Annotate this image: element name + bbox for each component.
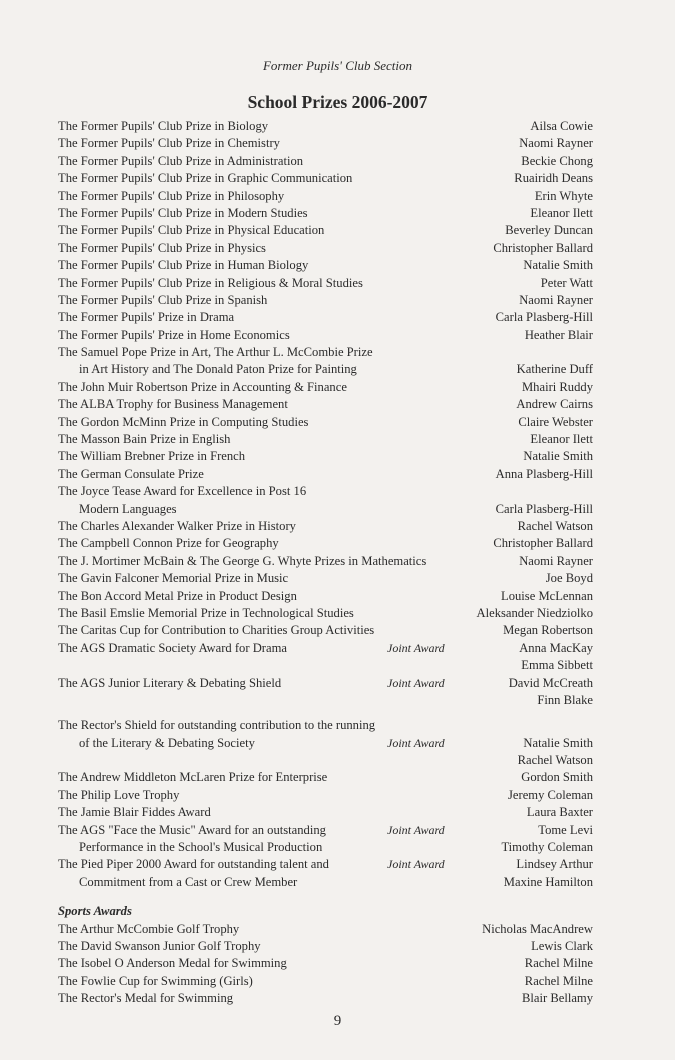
prize-name: The Former Pupils' Club Prize in Physical Education: [58, 223, 325, 238]
prize-name: The Samuel Pope Prize in Art, The Arthur L. McCombie Prize: [58, 345, 373, 360]
prize-row: [58, 657, 593, 674]
prize-row: [58, 188, 593, 205]
winner-name: Emma Sibbett: [521, 658, 593, 673]
prize-name: in Art History and The Donald Paton Prize for Painting: [79, 362, 357, 377]
winner-name: Erin Whyte: [534, 188, 593, 203]
prize-row: [58, 135, 593, 152]
prize-name: The Former Pupils' Club Prize in Philosophy: [58, 188, 285, 203]
prize-row: [58, 752, 593, 769]
prize-row: [58, 396, 593, 413]
prize-name: The Joyce Tease Award for Excellence in Post 16: [58, 484, 307, 499]
winner-name: Nicholas MacAndrew: [482, 921, 593, 936]
prize-name: The Gavin Falconer Memorial Prize in Music: [58, 571, 289, 586]
prize-row: [58, 222, 593, 239]
prize-row: [58, 675, 593, 692]
winner-name: Anna Plasberg-Hill: [495, 466, 593, 481]
winner-name: Claire Webster: [518, 414, 593, 429]
prize-name: The Philip Love Trophy: [58, 787, 180, 802]
winner-name: Naomi Rayner: [519, 136, 593, 151]
prize-name: The Arthur McCombie Golf Trophy: [58, 921, 240, 936]
prize-name: The Former Pupils' Club Prize in Biology: [58, 119, 269, 133]
winner-name: Katherine Duff: [516, 362, 593, 377]
prize-row: [58, 379, 593, 396]
prize-row: [58, 257, 593, 274]
prize-name: The Charles Alexander Walker Prize in History: [58, 518, 296, 533]
prize-name: The Masson Bain Prize in English: [58, 432, 231, 447]
prize-name: The AGS Junior Literary & Debating Shield: [58, 675, 282, 690]
prize-name: The Andrew Middleton McLaren Prize for Enterprise: [58, 770, 328, 785]
winner-name: Carla Plasberg-Hill: [495, 310, 593, 325]
prize-name: The John Muir Robertson Prize in Accounting & Finance: [58, 379, 347, 394]
prize-row: [58, 118, 593, 135]
joint-award-label: Joint Award: [387, 675, 445, 690]
prize-name: of the Literary & Debating Society: [79, 735, 255, 750]
winner-name: Christopher Ballard: [493, 240, 593, 255]
prize-name: The Former Pupils' Club Prize in Religious & Moral Studies: [58, 275, 363, 290]
prize-name: The AGS "Face the Music" Award for an outstanding: [58, 822, 326, 837]
prize-name: The Former Pupils' Club Prize in Spanish: [58, 292, 268, 307]
prize-row: [58, 605, 593, 622]
winner-name: Natalie Smith: [523, 258, 593, 273]
winner-name: Naomi Rayner: [519, 292, 593, 307]
winner-name: Natalie Smith: [523, 735, 593, 750]
prize-row: [58, 483, 593, 500]
prize-row: [58, 170, 593, 187]
winner-name: Anna MacKay: [519, 640, 593, 655]
prize-name: The Pied Piper 2000 Award for outstanding talent and: [58, 857, 329, 872]
winner-name: Rachel Watson: [517, 518, 593, 533]
winner-name: Peter Watt: [540, 275, 593, 290]
winner-name: Blair Bellamy: [522, 991, 593, 1006]
prize-name: The Former Pupils' Prize in Drama: [58, 310, 235, 325]
prize-row: [58, 921, 593, 938]
winner-name: Jeremy Coleman: [508, 787, 593, 802]
prize-name: The Former Pupils' Club Prize in Graphic Communication: [58, 171, 353, 186]
prize-name: The Former Pupils' Club Prize in Human Biology: [58, 258, 309, 273]
prize-row: [58, 588, 593, 605]
winner-name: Timothy Coleman: [501, 840, 593, 855]
section-header: Former Pupils' Club Section: [262, 58, 413, 73]
winner-name: Aleksander Niedziolko: [476, 605, 593, 620]
prize-row: [58, 938, 593, 955]
prize-row: [58, 640, 593, 657]
prize-name: The German Consulate Prize: [58, 466, 204, 481]
winner-name: Heather Blair: [524, 327, 593, 342]
winner-name: Naomi Rayner: [519, 553, 593, 568]
prize-name: The Bon Accord Metal Prize in Product Design: [58, 588, 297, 603]
prize-row: [58, 787, 593, 804]
winner-name: Louise McLennan: [501, 588, 593, 603]
prize-name: Commitment from a Cast or Crew Member: [79, 874, 298, 889]
prize-row: [58, 344, 593, 361]
sports-section-title: [58, 903, 593, 920]
row-spacer: [58, 709, 593, 717]
winner-name: Mhairi Ruddy: [521, 379, 593, 394]
winner-name: Gordon Smith: [521, 770, 593, 785]
joint-award-label: Joint Award: [387, 735, 445, 750]
prize-name: The Caritas Cup for Contribution to Charities Group Activities: [58, 623, 375, 638]
winner-name: David McCreath: [508, 675, 593, 690]
prize-row: [58, 275, 593, 292]
winner-name: Carla Plasberg-Hill: [495, 501, 593, 516]
prize-row: [58, 874, 593, 891]
winner-name: Eleanor Ilett: [530, 205, 593, 220]
prize-row: [58, 535, 593, 552]
winner-name: Natalie Smith: [523, 449, 593, 464]
prize-name: Modern Languages: [79, 501, 177, 516]
prize-row: [58, 839, 593, 856]
winner-name: Rachel Milne: [524, 973, 593, 988]
prize-name: The Isobel O Anderson Medal for Swimming: [58, 956, 287, 971]
prize-name: The David Swanson Junior Golf Trophy: [58, 938, 261, 953]
prize-row: [58, 990, 593, 1007]
prize-name: The Campbell Connon Prize for Geography: [58, 536, 279, 551]
winner-name: Megan Robertson: [503, 623, 593, 638]
joint-award-label: Joint Award: [387, 857, 445, 872]
prize-row: [58, 205, 593, 222]
prize-row: [58, 292, 593, 309]
prize-name: The Former Pupils' Club Prize in Administration: [58, 153, 304, 168]
prize-row: [58, 692, 593, 709]
prize-row: [58, 466, 593, 483]
prize-row: [58, 240, 593, 257]
sports-title: Sports Awards: [58, 904, 132, 919]
prize-row: [58, 327, 593, 344]
prize-row: [58, 769, 593, 786]
page-number: 9: [333, 1013, 342, 1029]
winner-name: Ailsa Cowie: [530, 119, 593, 133]
prize-row: [58, 804, 593, 821]
winner-name: Joe Boyd: [545, 571, 593, 586]
prize-name: The AGS Dramatic Society Award for Drama: [58, 640, 287, 655]
winner-name: Rachel Milne: [524, 956, 593, 971]
prize-name: The Basil Emslie Memorial Prize in Technological Studies: [58, 605, 354, 620]
prize-row: [58, 856, 593, 873]
prize-name: The Jamie Blair Fiddes Award: [58, 805, 211, 820]
prize-row: [58, 414, 593, 431]
winner-name: Laura Baxter: [526, 805, 593, 820]
prize-list: [58, 118, 593, 1008]
prize-row: [58, 309, 593, 326]
prize-name: The Rector's Medal for Swimming: [58, 991, 234, 1006]
prize-row: [58, 518, 593, 535]
prize-name: Performance in the School's Musical Production: [79, 840, 323, 855]
page-title: School Prizes 2006-2007: [247, 92, 428, 112]
winner-name: Lindsey Arthur: [516, 857, 593, 872]
winner-name: Ruairidh Deans: [514, 171, 593, 186]
prize-row: [58, 431, 593, 448]
prize-name: The Gordon McMinn Prize in Computing Studies: [58, 414, 309, 429]
prize-name: The Rector's Shield for outstanding contribution to the running: [58, 718, 376, 733]
winner-name: Beckie Chong: [521, 153, 593, 168]
winner-name: Lewis Clark: [531, 938, 593, 953]
winner-name: Andrew Cairns: [516, 397, 593, 412]
joint-award-label: Joint Award: [387, 640, 445, 655]
winner-name: Maxine Hamilton: [503, 874, 593, 889]
prize-name: The Fowlie Cup for Swimming (Girls): [58, 973, 253, 988]
prize-row: [58, 553, 593, 570]
prize-row: [58, 955, 593, 972]
prize-row: [58, 448, 593, 465]
winner-name: Tome Levi: [538, 822, 593, 837]
prize-row: [58, 735, 593, 752]
winner-name: Eleanor Ilett: [530, 432, 593, 447]
prize-row: [58, 717, 593, 734]
prize-row: [58, 501, 593, 518]
prize-name: The J. Mortimer McBain & The George G. Whyte Prizes in Mathematics: [58, 553, 427, 568]
prize-name: The Former Pupils' Club Prize in Chemistry: [58, 136, 280, 151]
prize-row: [58, 361, 593, 378]
prize-row: [58, 822, 593, 839]
prize-name: The Former Pupils' Club Prize in Modern Studies: [58, 205, 308, 220]
prize-row: [58, 622, 593, 639]
prize-row: [58, 973, 593, 990]
winner-name: Finn Blake: [537, 692, 593, 707]
prize-name: The ALBA Trophy for Business Management: [58, 397, 288, 412]
winner-name: Christopher Ballard: [493, 536, 593, 551]
winner-name: Rachel Watson: [517, 753, 593, 768]
prize-row: [58, 570, 593, 587]
prize-name: The Former Pupils' Prize in Home Economics: [58, 327, 290, 342]
prize-name: The William Brebner Prize in French: [58, 449, 246, 464]
joint-award-label: Joint Award: [387, 822, 445, 837]
prize-row: [58, 153, 593, 170]
prize-name: The Former Pupils' Club Prize in Physics: [58, 240, 266, 255]
winner-name: Beverley Duncan: [505, 223, 593, 238]
